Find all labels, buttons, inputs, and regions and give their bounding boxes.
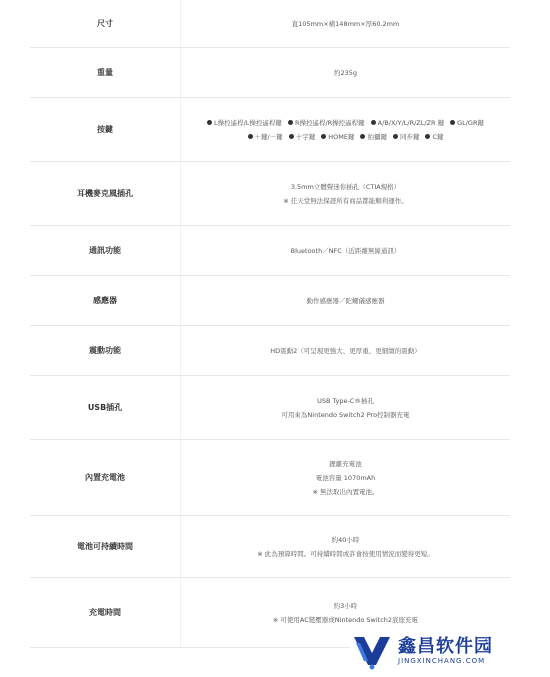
- logo-name-cn: 鑫昌软件园: [398, 636, 493, 657]
- spec-label: USB插孔: [30, 376, 181, 439]
- spec-value-line: 3.5mm立體聲迷你插孔（CTIA規格）: [290, 182, 401, 191]
- button-list-item: C鍵: [425, 130, 443, 144]
- button-list-item: HOME鍵: [321, 130, 354, 144]
- spec-value-line: 可用來為Nintendo Switch2 Pro控制器充電: [281, 410, 410, 419]
- spec-row-usb: [30, 376, 510, 440]
- spec-label: 通訊功能: [30, 226, 181, 275]
- spec-table: [30, 0, 510, 648]
- spec-label-line: 插孔: [117, 188, 133, 198]
- bullet-icon: [321, 134, 326, 139]
- spec-value-line: 約3小時: [333, 601, 358, 610]
- bullet-icon: [207, 120, 212, 125]
- spec-label: 尺寸: [30, 0, 181, 47]
- bullet-icon: [248, 134, 253, 139]
- spec-label: 感應器: [30, 276, 181, 325]
- button-list-item: 同步鍵: [393, 130, 420, 144]
- spec-value: [181, 98, 510, 161]
- spec-label: 按鍵: [30, 98, 181, 161]
- spec-value-line: USB Type-C®插孔: [317, 396, 374, 405]
- spec-value: [181, 440, 510, 515]
- spec-value-line: 鋰離充電池: [329, 459, 362, 468]
- button-list-item: L操控遙桿/L操控遙桿鍵: [207, 116, 282, 130]
- spec-value-line: ※ 任天堂無法保證所有商品都能順利運作。: [283, 196, 408, 205]
- spec-row-vibration: [30, 326, 510, 376]
- spec-row-communication: [30, 226, 510, 276]
- bullet-icon: [289, 134, 294, 139]
- button-list-item: A/B/X/Y/L/R/ZL/ZR 鍵: [371, 116, 444, 130]
- spec-value-line: 電池容量 1070mAh: [315, 473, 376, 482]
- spec-value: [181, 376, 510, 439]
- bullet-icon: [450, 120, 455, 125]
- button-list-item: ＋鍵/－鍵: [248, 130, 283, 144]
- spec-row-headset-jack: [30, 162, 510, 226]
- spec-value: [181, 276, 510, 325]
- spec-label: 重量: [30, 48, 181, 97]
- spec-row-weight: [30, 48, 510, 98]
- bullet-icon: [371, 120, 376, 125]
- spec-row-sensors: [30, 276, 510, 326]
- spec-value-line: HD震動2（可呈現更強大、更厚重、更細緻的震動）: [270, 346, 421, 355]
- spec-value-line: 直105mm×橫148mm×厚60.2mm: [291, 19, 400, 28]
- spec-label-line: 耳機麥克風: [77, 188, 117, 198]
- spec-value-line: ※ 可使用AC變壓器或Nintendo Switch2底座充電: [272, 615, 419, 624]
- spec-label: 內置充電池: [30, 440, 181, 515]
- spec-label: 震動功能: [30, 326, 181, 375]
- spec-value: [181, 0, 510, 47]
- spec-row-battery: [30, 440, 510, 516]
- logo-text: [398, 637, 493, 665]
- spec-value: [181, 226, 510, 275]
- buttons-line-2: [248, 130, 444, 144]
- spec-value-line: 動作感應器／陀螺儀感應器: [306, 296, 385, 305]
- button-list-item: 拍攝鍵: [360, 130, 387, 144]
- bullet-icon: [393, 134, 398, 139]
- spec-value-line: Bluetooth／NFC（近距離無線通訊）: [290, 246, 401, 255]
- spec-row-buttons: [30, 98, 510, 162]
- spec-value: [181, 48, 510, 97]
- spec-label: 充電時間: [30, 578, 181, 647]
- logo-name-en: JINGXINCHANG.COM: [398, 657, 486, 665]
- logo-mark-icon: [350, 631, 394, 671]
- bullet-icon: [360, 134, 365, 139]
- spec-row-size: [30, 0, 510, 48]
- spec-value: [181, 516, 510, 577]
- spec-label: 電池可持續時間: [30, 516, 181, 577]
- button-list-item: R操控遙桿/R操控遙桿鍵: [288, 116, 365, 130]
- bullet-icon: [425, 134, 430, 139]
- watermark-logo: [350, 625, 550, 677]
- spec-value: [181, 326, 510, 375]
- spec-row-battery-life: [30, 516, 510, 578]
- spec-value-line: 約40小時: [331, 535, 360, 544]
- spec-value: [181, 162, 510, 225]
- spec-value-line: ※ 無法取出內置電池。: [312, 487, 379, 496]
- button-list-item: 十字鍵: [289, 130, 316, 144]
- button-list-item: GL/GR鍵: [450, 116, 484, 130]
- bullet-icon: [288, 120, 293, 125]
- buttons-line-1: [207, 116, 484, 130]
- spec-label: [30, 162, 181, 225]
- spec-value-line: ※ 此為預算時間。可持續時間或許會按使用情況而變得更短。: [257, 549, 434, 558]
- spec-value-line: 約235g: [333, 68, 358, 77]
